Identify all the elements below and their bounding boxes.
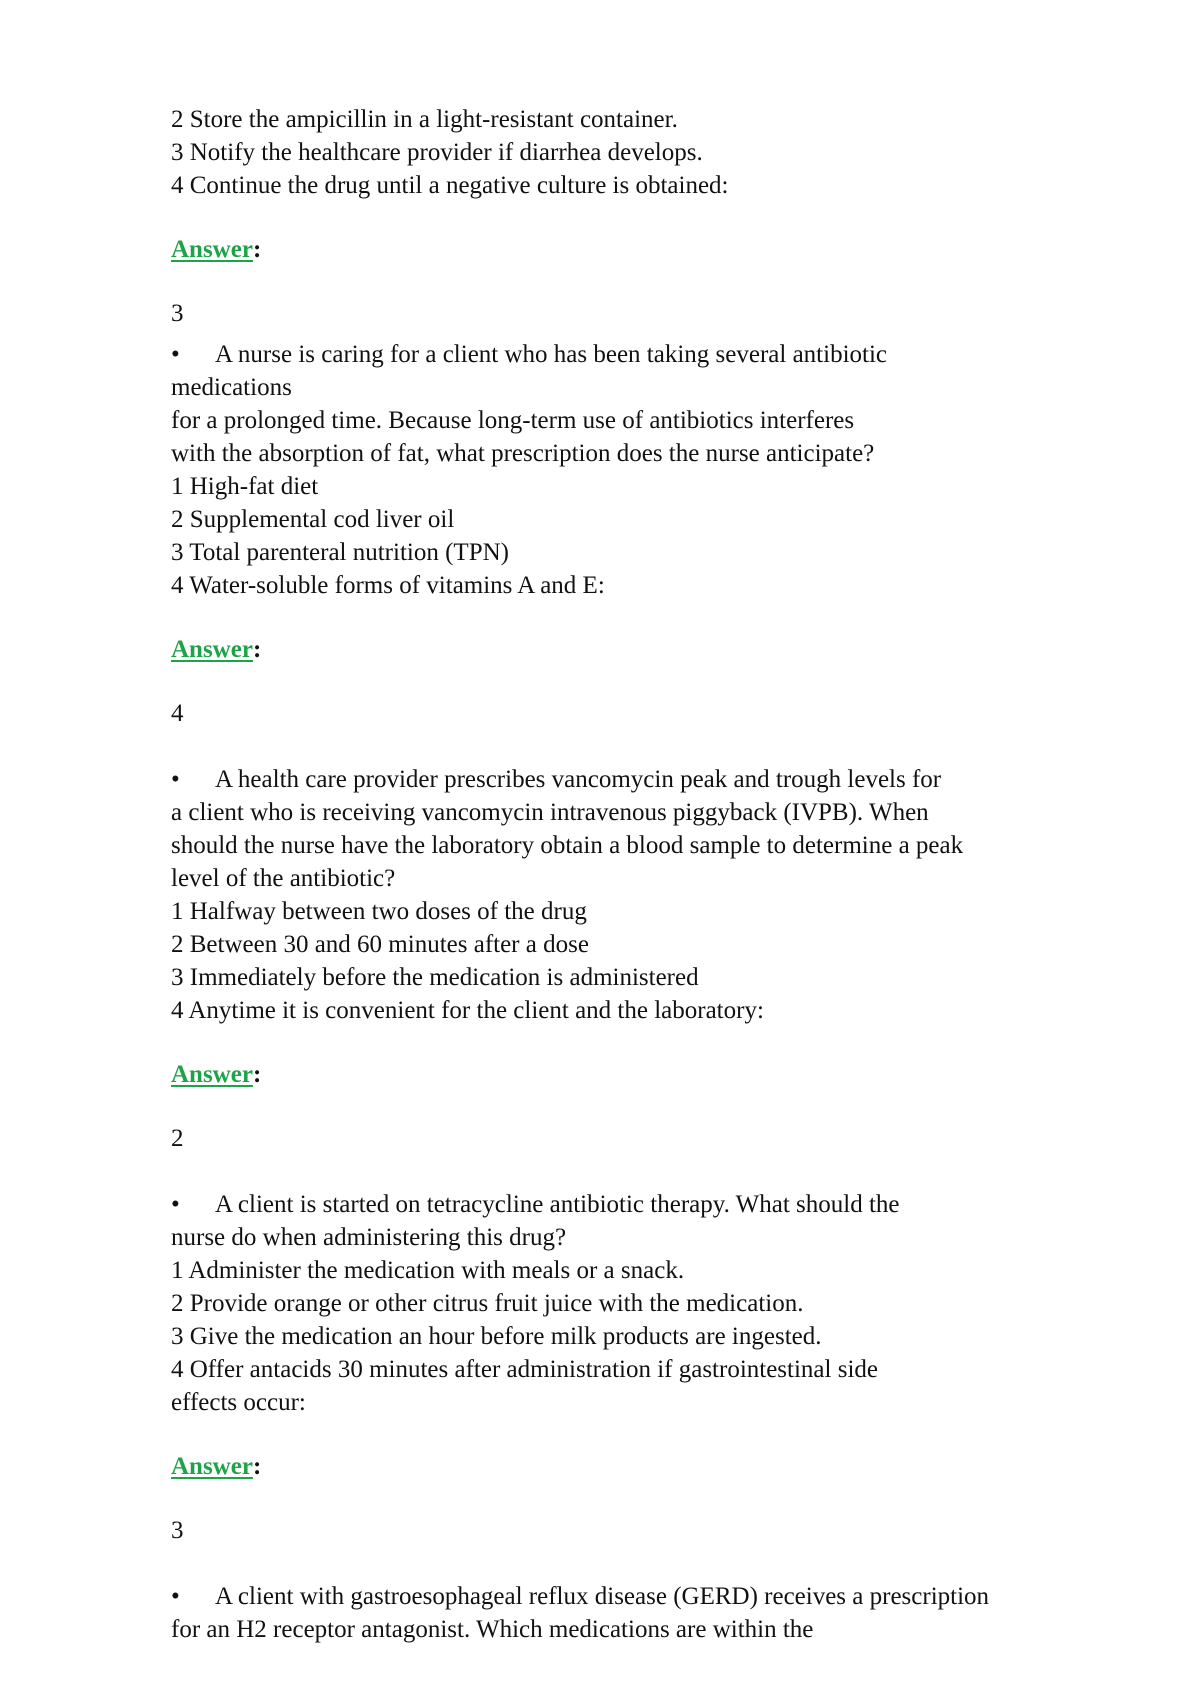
question-line: for a prolonged time. Because long-term use of antibiotics interferes [171,407,855,434]
question-block [171,1580,1091,1646]
answer-value: 4 [171,700,184,727]
question-stem [171,338,1091,371]
question-line: a client who is receiving vancomycin intravenous piggyback (IVPB). When [171,799,929,826]
option-line: 2 Store the ampicillin in a light-resistant container. [171,106,678,133]
option-line: 1 Halfway between two doses of the drug [171,898,587,925]
previous-question-options [171,103,1091,202]
bullet-icon: • [171,341,180,368]
question-text: A client with gastroesophageal reflux disease (GERD) receives a prescription [215,1583,990,1610]
answer-heading [171,1450,1091,1483]
option-line: 3 Total parenteral nutrition (TPN) [171,539,509,566]
question-stem [171,1580,1091,1613]
answer-label: Answer [171,1061,253,1088]
answer-colon: : [252,1061,262,1088]
option-line: 4 Water-soluble forms of vitamins A and E: [171,572,605,599]
option-line: effects occur: [171,1389,306,1416]
question-block [171,1188,1091,1419]
option-line: 2 Provide orange or other citrus fruit juice with the medication. [171,1290,804,1317]
answer-value: 2 [171,1125,184,1152]
option-line: 1 High-fat diet [171,473,319,500]
question-line: should the nurse have the laboratory obtain a blood sample to determine a peak [171,832,964,859]
question-block [171,763,1091,1027]
answer-value: 3 [171,1517,184,1544]
question-line: for an H2 receptor antagonist. Which medications are within the [171,1616,814,1643]
bullet-icon: • [171,1191,180,1218]
option-line: 3 Notify the healthcare provider if diarrhea develops. [171,139,703,166]
question-text: A health care provider prescribes vancomycin peak and trough levels for [215,766,942,793]
question-text: A client is started on tetracycline antibiotic therapy. What should the [215,1191,900,1218]
option-line: 4 Continue the drug until a negative culture is obtained: [171,172,729,199]
option-line: 2 Supplemental cod liver oil [171,506,455,533]
answer-heading [171,1058,1091,1091]
answer-colon: : [252,636,262,663]
answer-heading [171,633,1091,666]
question-line: nurse do when administering this drug? [171,1224,567,1251]
question-stem [171,763,1091,796]
question-line: with the absorption of fat, what prescription does the nurse anticipate? [171,440,875,467]
question-line: medications [171,374,292,401]
answer-colon: : [252,236,262,263]
question-line: level of the antibiotic? [171,865,396,892]
option-line: 3 Immediately before the medication is administered [171,964,699,991]
question-stem [171,1188,1091,1221]
bullet-icon: • [171,1583,180,1610]
question-block [171,338,1091,602]
answer-heading [171,233,1091,266]
option-line: 1 Administer the medication with meals or a snack. [171,1257,685,1284]
option-line: 2 Between 30 and 60 minutes after a dose [171,931,589,958]
option-line: 4 Offer antacids 30 minutes after administration if gastrointestinal side [171,1356,878,1383]
answer-colon: : [252,1453,262,1480]
answer-label: Answer [171,1453,253,1480]
answer-value: 3 [171,300,184,327]
option-line: 3 Give the medication an hour before milk products are ingested. [171,1323,822,1350]
answer-label: Answer [171,636,253,663]
option-line: 4 Anytime it is convenient for the client and the laboratory: [171,997,764,1024]
document-page [171,103,1091,1646]
answer-label: Answer [171,236,253,263]
question-text: A nurse is caring for a client who has been taking several antibiotic [215,341,888,368]
bullet-icon: • [171,766,180,793]
